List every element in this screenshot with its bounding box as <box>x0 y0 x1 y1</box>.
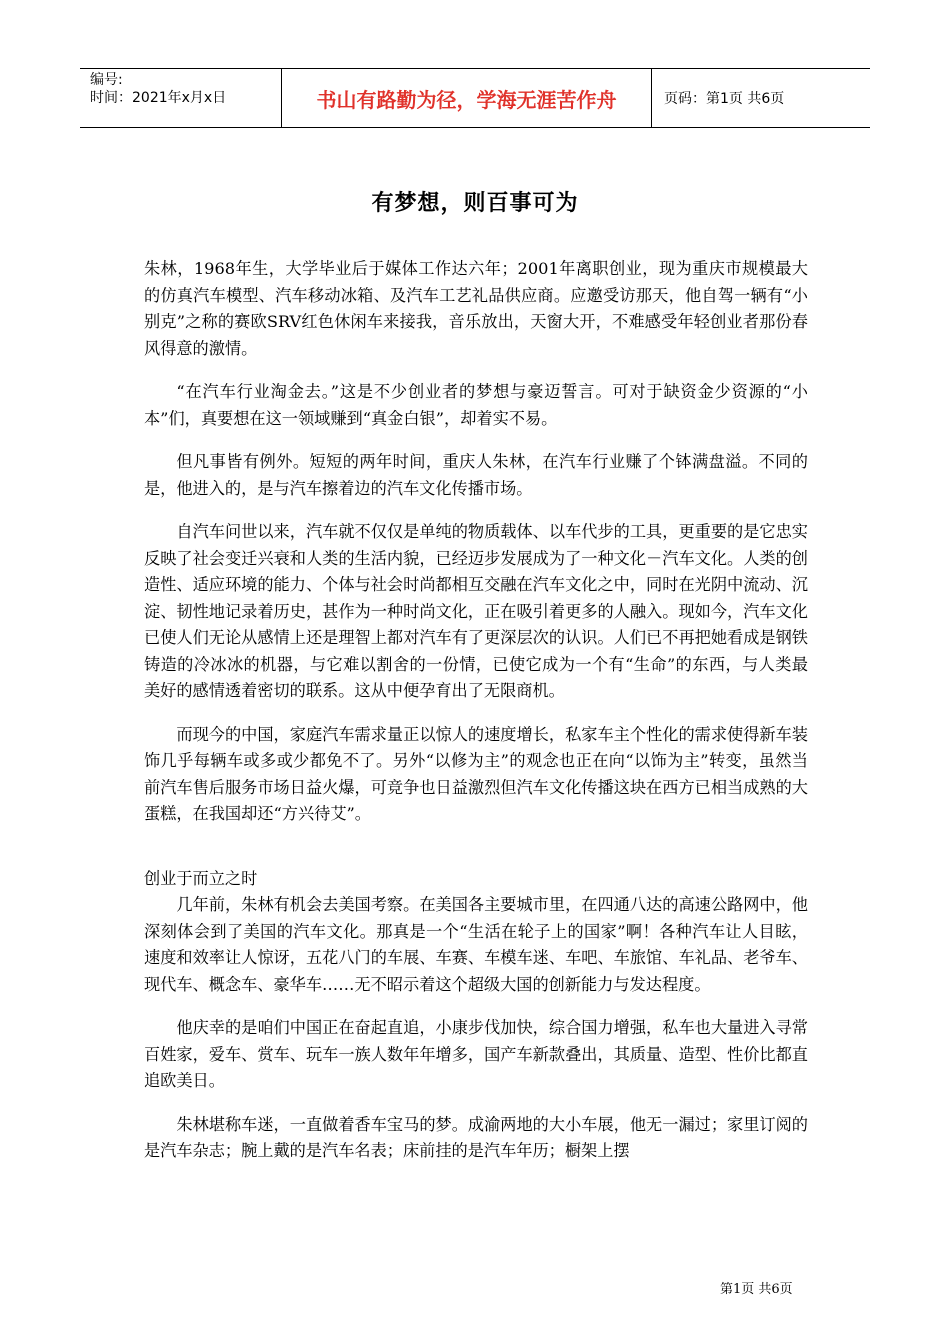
time-label: 时间：2021年x月x日 <box>90 90 227 106</box>
document-title: 有梦想，则百事可为 <box>371 191 579 216</box>
header-page-code: 页码：第1页 共6页 <box>664 91 785 107</box>
paragraph: 朱林，1968年生，大学毕业后于媒体工作达六年；2001年离职创业，现为重庆市规模最大的仿真汽车模型、汽车移动冰箱、及汽车工艺礼品供应商。应邀受访那天，他自驾一辆有“小别克”之称的赛欧SRV红色休闲车来接我，音乐放出，天窗大开，不难感受年轻创业者那份春风得意的激情。 <box>144 259 808 358</box>
header-table <box>80 68 870 128</box>
header-motto: 书山有路勤为径，学海无涯苦作舟 <box>282 69 652 127</box>
paragraph: “在汽车行业淘金去。”这是不少创业者的梦想与豪迈誓言。可对于缺资金少资源的“小本”们，真要想在这一领域赚到“真金白银”，却着实不易。 <box>144 382 808 428</box>
paragraph: 而现今的中国，家庭汽车需求量正以惊人的速度增长，私家车主个性化的需求使得新车装饰几乎每辆车或多或少都免不了。另外“以修为主”的观念也正在向“以饰为主”转变，虽然当前汽车售后服务市场日益火爆，可竞争也日益激烈但汽车文化传播这块在西方已相当成熟的大蛋糕，在我国却还“方兴待艾”。 <box>144 724 808 823</box>
paragraph: 但凡事皆有例外。短短的两年时间，重庆人朱林，在汽车行业赚了个钵满盘溢。不同的是，他进入的，是与汽车擦着边的汽车文化传播市场。 <box>144 452 808 498</box>
paragraph: 他庆幸的是咱们中国正在奋起直追，小康步伐加快，综合国力增强，私车也大量进入寻常百姓家，爱车、赏车、玩车一族人数年年增多，国产车新款叠出，其质量、造型、性价比都直追欧美日。 <box>144 1018 808 1090</box>
paragraph: 自汽车问世以来，汽车就不仅仅是单纯的物质载体、以车代步的工具，更重要的是它忠实反映了社会变迁兴衰和人类的生活内貌，已经迈步发展成为了一种文化－汽车文化。人类的创造性、适应环境的能力、个体与社会时尚都相互交融在汽车文化之中，同时在光阴中流动、沉淀、韧性地记录着历史，甚作为一种时尚文化，正在吸引着更多的人融入。现如今，汽车文化已使人们无论从感情上还是理智上都对汽车有了更深层次的认识。人们已不再把她看成是钢铁铸造的冷冰冰的机器，与它难以割舍的一份情，已使它成为一个有“生命”的东西，与人类最美好的感情透着密切的联系。这从中便孕育出了无限商机。 <box>144 522 808 700</box>
paragraph: 几年前，朱林有机会去美国考察。在美国各主要城市里，在四通八达的高速公路网中，他深刻体会到了美国的汽车文化。那真是一个“生活在轮子上的国家”啊！各种汽车让人目眩，速度和效率让人惊讶，五花八门的车展、车赛、车模车迷、车吧、车旅馆、车礼品、老爷车、现代车、概念车、豪华车……无不昭示着这个超级大国的创新能力与发达程度。 <box>144 895 808 994</box>
page-footer: 第1页 共6页 <box>720 1282 793 1297</box>
paragraph: 朱林堪称车迷，一直做着香车宝马的梦。成渝两地的大小车展，他无一漏过；家里订阅的是汽车杂志；腕上戴的是汽车名表；床前挂的是汽车年历；橱架上摆 <box>144 1114 808 1160</box>
number-label: 编号: <box>90 72 123 88</box>
document-body <box>144 256 808 1182</box>
header-meta <box>80 69 282 127</box>
section-subheading: 创业于而立之时 <box>144 868 258 888</box>
